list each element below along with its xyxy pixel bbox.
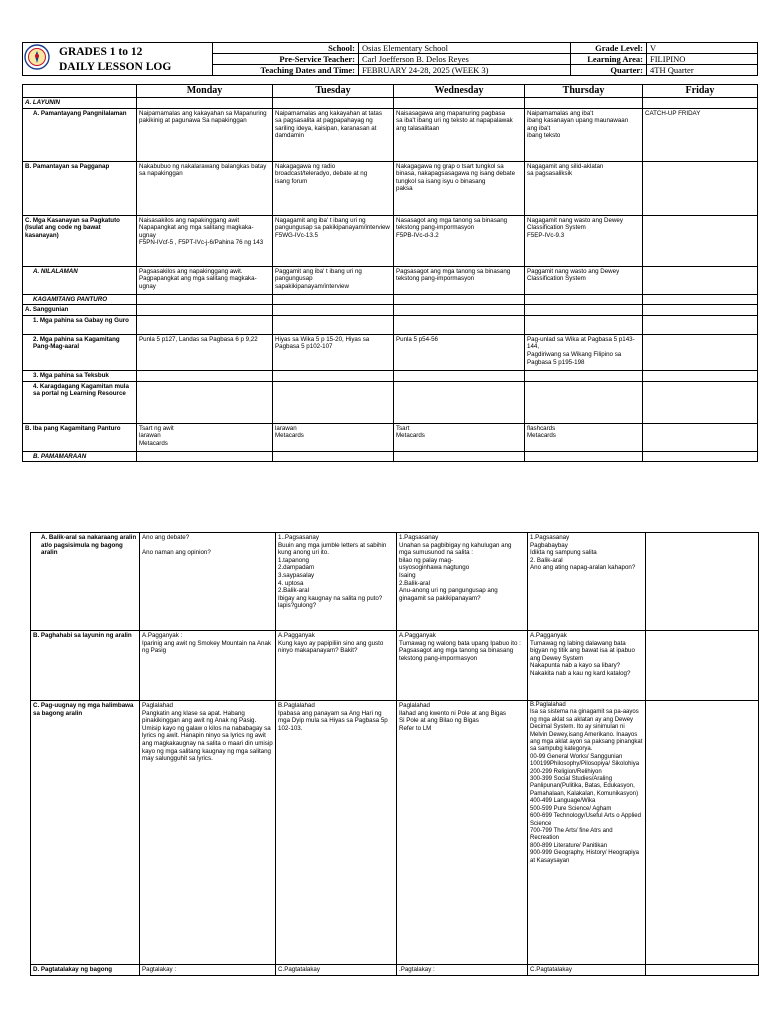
cell-friday: [643, 334, 758, 370]
pamantayan-sa-pagganap-row: [23, 161, 758, 215]
row-label: C. Mga Kasanayan sa Pagkatuto (Isulat ang code ng bawat kasanayan): [23, 215, 137, 266]
quarter-label: Quarter:: [571, 65, 647, 76]
row-label: D. Pagtatalakay ng bagong: [31, 965, 140, 976]
gabay-row: [23, 315, 758, 334]
lesson-log-table-top: [22, 84, 758, 462]
row-label: 4. Karagdagang Kagamitan mula sa portal ng Learning Resource: [23, 381, 137, 423]
cell-friday: [643, 423, 758, 451]
cell-tuesday: Nakagagawa ng radio broadcast/teleradyo, debate at ng isang forum: [273, 161, 394, 215]
row-label: A. Balik-aral sa nakaraang aralin at/o pagsisimula ng bagong aralin: [31, 533, 140, 631]
layunin-label: A. LAYUNIN: [23, 98, 137, 109]
cell-monday: Naipamamalas ang kakayahan sa Mapanuring pakikinig at pagunawa Sa napakinggan: [137, 108, 273, 161]
cell-tuesday: Nagagamit ang iba' t ibang uri ng pangungusap sa pakikipanayam/interview F5WG-IVc-13.5: [273, 215, 394, 266]
cell-thursday: Nagagamit ang silid-aklatan sa pagsasaliksik: [525, 161, 643, 215]
row-label: A. Pamantayang Pangnilalaman: [23, 108, 137, 161]
cell-wednesday: .Pagtalakay :: [397, 965, 528, 976]
row-label: B. PAMAMARAAN: [23, 451, 137, 462]
cell-thursday: flashcards Metacards: [525, 423, 643, 451]
header-title-line1: GRADES 1 to 12: [59, 46, 143, 58]
row-label: C. Pag-uugnay ng mga halimbawa sa bagong aralin: [31, 701, 140, 965]
cell-thursday: 1.Pagsasanay Pagbabaybay Idikta ng sampung salita 2. Balik-aral Ano ang ating napag-aralan kahapon?: [528, 533, 646, 631]
row-label: 1. Mga pahina sa Gabay ng Guro: [23, 315, 137, 334]
cell-tuesday: Hiyas sa Wika 5 p 15-20, Hiyas sa Pagbasa 5 p102-107: [273, 334, 394, 370]
kagamitang-pang-mag-aaral-row: [23, 334, 758, 370]
row-label: A. Sanggunian: [23, 305, 137, 316]
cell-tuesday: Naipamamalas ang kakayahan at tatas sa pagsasalita at pagpapahayag ng sariling ideya, kaisipan, karanasan at damdamin: [273, 108, 394, 161]
cell-friday: [643, 161, 758, 215]
cell-tuesday: 1..Pagsasanay Buuin ang mga jumble letters at sabihin kung anong uri ito. 1.tapanong 2.dampadam 3.saypasalay 4. uptosa 2.Balik-aral Ibigay ang kaugnay na salita ng puto? lapis?gulong?: [276, 533, 397, 631]
header-logo-cell: [23, 43, 213, 76]
cell-thursday: Paggamit nang wasto ang Dewey Classification System: [525, 266, 643, 294]
layunin-row: [23, 98, 758, 109]
kagamitang-panturo-row: [23, 294, 758, 305]
cell-thursday: Nagagamit nang wasto ang Dewey Classification System F5EP-IVc-9.3: [525, 215, 643, 266]
cell-thursday: C.Pagtatalakay: [528, 965, 646, 976]
paguugnay-row: [31, 701, 759, 965]
cell-monday: Ano ang debate? Ano naman ang opinion?: [140, 533, 276, 631]
cell-thursday: Naipamamalas ang iba't ibang kasanayan upang maunawaan ang iba't ibang teksto: [525, 108, 643, 161]
cell-friday: [646, 533, 759, 631]
school-value: Osias Elementary School: [359, 43, 571, 54]
sanggunian-row: [23, 305, 758, 316]
cell-tuesday: B.Paglalahad Ipabasa ang panayam sa Ang Hari ng mga Dyip mula sa Hiyas sa Pagbasa 5p 102-103.: [276, 701, 397, 965]
cell-tuesday: A.Pagganyak Kung kayo ay papipiliin sino ang gusto ninyo makapanayam? Bakit?: [276, 631, 397, 701]
cell-monday: Nakabubuo ng nakalarawang balangkas batay sa napakinggan: [137, 161, 273, 215]
cell-tuesday: larawan Metacards: [273, 423, 394, 451]
deped-seal-icon: [24, 44, 50, 70]
day-header-wednesday: Wednesday: [394, 85, 525, 98]
row-label: A. NILALAMAN: [23, 266, 137, 294]
cell-friday: CATCH-UP FRIDAY: [643, 108, 758, 161]
row-label: KAGAMITANG PANTURO: [23, 294, 137, 305]
karagdagang-kagamitan-row: [23, 381, 758, 423]
cell-monday: Naisasakilos ang napakinggang awit Napapangkat ang mga salitang magkaka-ugnay F5PN-IVcf-5 , F5PT-IVc-j-6/Pahina 76 ng 143: [137, 215, 273, 266]
cell-wednesday: Tsart Metacards: [394, 423, 525, 451]
row-label: 3. Mga pahina sa Teksbuk: [23, 370, 137, 381]
iba-pang-kagamitan-row: [23, 423, 758, 451]
nilalaman-row: [23, 266, 758, 294]
cell-wednesday: Naisasagawa ang mapanuring pagbasa sa iba't ibang uri ng teksto at napapalawak ang talasalitaan: [394, 108, 525, 161]
cell-wednesday: Pagsasagot ang mga tanong sa binasang tekstong pang-impormasyon: [394, 266, 525, 294]
dates-label: Teaching Dates and Time:: [213, 65, 359, 76]
cell-wednesday: Nakagagawa ng grap o tsart tungkol sa binasa, nakapagsasagawa ng isang debate tungkol sa isang isyu o binasang paksa: [394, 161, 525, 215]
cell-thursday: Pag-unlad sa Wika at Pagbasa 5 p143-144, Pagdiriwang sa Wikang Filipino sa Pagbasa 5 p195-198: [525, 334, 643, 370]
cell-wednesday: Nasasagot ang mga tanong sa binasang tekstong pang-impormasyon F5PB-IVc-d-3.2: [394, 215, 525, 266]
day-header-friday: Friday: [643, 85, 758, 98]
lesson-log-table-bottom: [30, 532, 759, 976]
balik-aral-row: [31, 533, 759, 631]
cell-monday: Tsart ng awit larawan Metacards: [137, 423, 273, 451]
teacher-label: Pre-Service Teacher:: [213, 54, 359, 65]
teksbuk-row: [23, 370, 758, 381]
kasanayan-row: [23, 215, 758, 266]
cell-monday: Paglalahad Pangkatin ang klase sa apat. Habang pinakikinggan ang awit ng Anak ng Pasig. Umisip kayo ng galaw o kilos na nababagay sa lyrics ng awit. Hanapin ninyo sa lyrics ng awit ang magkakaugnay na salita o maari din umisip kayo ng mga salitang kaugnay ng mga salitang may salungguhit sa lyrics.: [140, 701, 276, 965]
pamamaraan-row: [23, 451, 758, 462]
row-label: B. Pamantayan sa Pagganap: [23, 161, 137, 215]
area-label: Learning Area:: [571, 54, 647, 65]
cell-thursday: B.Paglalahad Isa sa sistema na ginagamit sa pa-aayos ng mga aklat sa aklatan ay ang Dewey Decimal System. Ito ay sinimulan ni Melvin Dewey,isang Amerikano. Inaayos ang mga aklat ayon sa paksang pinangkat sa sampubg kategorya. 00-99 General Works/ Sanggunian 100199Philosophy/Pilosopiya/ Sikolohiya 200-299 Religion/Relihiyon 300-399 Social Studies/Araling Panlipunan(Pulitika, Batas, Edukasyon, Pamahalaan, Kalakalan, Komunikasyon) 400-499 Language/Wika 500-599 Pure Science/ Agham 600-699 Technology/Useful Arts o Applied Science 700-799 The Arts/ fine Atrs and Recreation 800-899 Literature/ Panitikan 900-999 Geography, History/ Heograpiya at Kasaysayan: [528, 701, 646, 965]
row-label: B. Iba pang Kagamitang Panturo: [23, 423, 137, 451]
grade-label: Grade Level:: [571, 43, 647, 54]
cell-wednesday: Punla 5 p54-56: [394, 334, 525, 370]
cell-friday: [646, 965, 759, 976]
day-header-monday: Monday: [137, 85, 273, 98]
cell-wednesday: A.Pagganyak Tumawag ng walong bata upang Ipabuo ito : Pagsasagot ang mga tanong sa binasang tekstong pang-impormasyon: [397, 631, 528, 701]
cell-monday: A.Pagganyak : Iparinig ang awit ng Smokey Mountain na Anak ng Pasig: [140, 631, 276, 701]
quarter-value: 4TH Quarter: [647, 65, 758, 76]
grade-value: V: [647, 43, 758, 54]
cell-monday: Pagsasakilos ang napakinggang awit. Pagpapangkat ang mga salitang magkaka-ugnay: [137, 266, 273, 294]
cell-friday: [643, 215, 758, 266]
day-header-tuesday: Tuesday: [273, 85, 394, 98]
cell-friday: [646, 701, 759, 965]
row-label: 2. Mga pahina sa Kagamitang Pang-Mag-aaral: [23, 334, 137, 370]
cell-friday: [646, 631, 759, 701]
cell-tuesday: C.Pagtatalakay: [276, 965, 397, 976]
pamantayang-pangnilalaman-row: [23, 108, 758, 161]
teacher-value: Carl Joefferson B. Delos Reyes: [359, 54, 571, 65]
dates-value: FEBRUARY 24-28, 2025 (WEEK 3): [359, 65, 571, 76]
header-title: [59, 45, 171, 75]
school-label: School:: [213, 43, 359, 54]
cell-friday: [643, 266, 758, 294]
cell-monday: Punla 5 p127, Landas sa Pagbasa 6 p 9,22: [137, 334, 273, 370]
blank-header-cell: [23, 85, 137, 98]
cell-tuesday: Paggamit ang iba' t ibang uri ng pangungusap sapakikipanayam/interview: [273, 266, 394, 294]
cell-monday: Pagtalakay :: [140, 965, 276, 976]
day-header-row: [23, 85, 758, 98]
day-header-thursday: Thursday: [525, 85, 643, 98]
pagtatalakay-row: [31, 965, 759, 976]
cell-wednesday: Paglalahad Ilahad ang kwento ni Pole at ang Bigas Si Pole at ang Bilao ng Bigas Refer to LM: [397, 701, 528, 965]
cell-thursday: A.Pagganyak Tumawag ng labing dalawang bata bigyan ng titik ang bawat isa at ipabuo ang Dewey System Nakapunta nab a kayo sa libary? Nakakita nab a kau ng kard katalog?: [528, 631, 646, 701]
header-table: [22, 42, 758, 76]
area-value: FILIPINO: [647, 54, 758, 65]
row-label: B. Paghahabi sa layunin ng aralin: [31, 631, 140, 701]
paghahabi-row: [31, 631, 759, 701]
cell-wednesday: 1.Pagsasanay Unahan sa pagbibigay ng kahulugan ang mga sumusunod na salita : bilao ng palay mag- usyosoginhawa nagtungo Isaing 2.Balik-aral Anu-anong uri ng pangungusap ang ginagamit sa pakikipanayam?: [397, 533, 528, 631]
header-title-line2: DAILY LESSON LOG: [59, 61, 172, 73]
